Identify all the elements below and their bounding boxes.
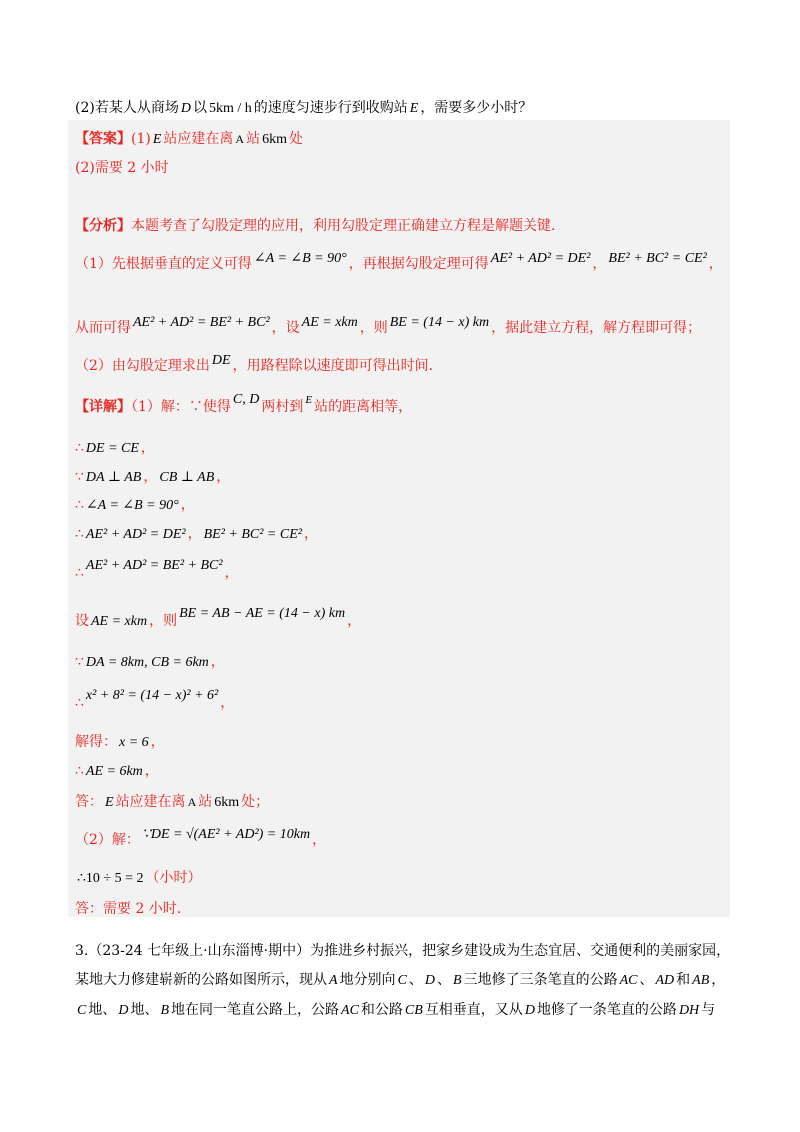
answer-text: 站 <box>246 131 261 147</box>
detail-text: 设 <box>75 613 89 629</box>
q3-text: 和 <box>676 972 691 988</box>
math: C, D <box>232 392 260 407</box>
analysis-text: ， <box>708 256 723 272</box>
answer-text: 站应建在离 <box>163 131 234 147</box>
detail-text: 答： <box>75 794 103 810</box>
detail-text: 两村到 <box>261 399 304 415</box>
q3-text: 、 <box>639 972 654 988</box>
analysis-step-1 <box>75 251 723 275</box>
math: AC <box>619 973 638 988</box>
detail-text: （小时） <box>145 870 202 886</box>
math: C <box>397 973 407 988</box>
math: BE = AB − AE = (14 − x) km <box>179 606 346 621</box>
detail-line-8 <box>75 652 225 673</box>
math: AE = xkm <box>91 614 148 629</box>
analysis-text: ，设 <box>271 320 300 336</box>
detail-line-3 <box>75 467 230 488</box>
math: AE² + AD² = DE² <box>490 251 591 266</box>
detail-text: 解得： <box>75 734 117 750</box>
detail-text: ， <box>144 763 159 779</box>
q3-text: 某地大力修建崭新的公路如图所示，现从 <box>75 972 327 988</box>
math: 6km <box>262 132 287 147</box>
detail-text: ， <box>150 734 165 750</box>
math: AE = xkm <box>301 315 358 330</box>
math: DH <box>678 1003 700 1018</box>
detail-text: ， <box>210 654 225 670</box>
math: ∠A = ∠B = 90° <box>253 251 347 266</box>
q3-text: 与 <box>701 1002 716 1018</box>
analysis-text: ，再根据勾股定理可得 <box>348 256 489 272</box>
analysis-text: （2）由勾股定理求出 <box>75 358 210 374</box>
math: D <box>118 1003 129 1018</box>
q3-text: 、 <box>437 972 452 988</box>
math: D <box>180 101 191 116</box>
q3-text: 、 <box>408 972 423 988</box>
q3-text: ， <box>711 972 726 988</box>
math: x = 6 <box>119 735 149 750</box>
math: D <box>524 1003 535 1018</box>
math: B <box>160 1003 170 1018</box>
math: BE² + BC² = CE² <box>203 527 302 542</box>
q2-text: ，需要多少小时？ <box>420 100 533 116</box>
detail-line-10 <box>75 732 165 753</box>
detail-label: 【详解】 <box>75 399 131 415</box>
detail-text: 站的距离相等， <box>314 399 413 415</box>
detail-text: ， <box>347 613 362 629</box>
detail-text: ， <box>143 469 158 485</box>
detail-text: ∴ <box>75 497 84 513</box>
detail-line-11 <box>75 761 159 782</box>
math: AD <box>655 973 675 988</box>
q3-text: 地修了一条笔直的公路 <box>536 1002 677 1018</box>
q3-text: 地、 <box>88 1002 117 1018</box>
question-3-line-3 <box>75 1000 715 1021</box>
math: DA = 8km, CB = 6km <box>85 655 209 670</box>
detail-text: ∵ <box>75 654 84 670</box>
detail-line-12 <box>75 792 269 813</box>
detail-line-13 <box>75 827 327 851</box>
math: C <box>77 1003 87 1018</box>
math: E <box>409 101 419 116</box>
q3-text: 三地修了三条笔直的公路 <box>463 972 618 988</box>
math: x² + 8² = (14 − x)² + 6² <box>85 688 219 703</box>
math: AB <box>692 973 710 988</box>
math: AE = 6km <box>85 764 143 779</box>
analysis-text: （1）先根据垂直的定义可得 <box>75 256 252 272</box>
q3-text: 地、 <box>130 1002 159 1018</box>
analysis-text: ，据此建立方程，解方程即可得； <box>491 320 702 336</box>
math: A <box>235 132 245 146</box>
analysis-text: 本题考查了勾股定理的应用，利用勾股定理正确建立方程是解题关键. <box>131 218 556 234</box>
detail-text: ∴ <box>75 763 84 779</box>
math: CB ⊥ AB <box>159 470 215 485</box>
analysis-text: ， <box>592 256 607 272</box>
analysis-step-2 <box>75 315 702 339</box>
detail-text: ， <box>220 695 235 711</box>
q2-text: (2)若某人从商场 <box>75 100 179 116</box>
analysis-label: 【分析】 <box>75 218 131 234</box>
detail-text: ， <box>216 469 231 485</box>
math: E <box>152 132 162 147</box>
math: A <box>329 973 338 988</box>
detail-line-9 <box>75 688 235 714</box>
q3-text: 地分别向 <box>339 972 396 988</box>
detail-text: ∴ <box>75 565 84 581</box>
detail-text: ， <box>224 565 239 581</box>
math: AE² + AD² = BE² + BC² <box>85 558 223 573</box>
detail-line-7 <box>75 606 362 632</box>
detail-text: ∵ <box>75 469 84 485</box>
detail-text: ，则 <box>149 613 178 629</box>
detail-line-6 <box>75 558 239 584</box>
detail-line-4 <box>75 495 195 516</box>
detail-text: 处； <box>241 794 270 810</box>
math: ∵DE = √(AE² + AD²) = 10km <box>141 827 311 842</box>
detail-text: ， <box>303 526 318 542</box>
detail-text: ∴ <box>75 695 84 711</box>
question-3-line-1: 3.（23-24 七年级上·山东淄博·期中）为推进乡村振兴，把家乡建设成为生态宜居、交通便利的美丽家园， <box>75 943 731 959</box>
detail-text: 站 <box>198 794 213 810</box>
analysis-text: ，则 <box>359 320 388 336</box>
math: BE² + BC² = CE² <box>608 251 707 266</box>
detail-line-1 <box>75 392 413 418</box>
math: 5km / h <box>208 101 252 116</box>
detail-text: （1）解：∵使得 <box>131 399 231 415</box>
detail-text: ， <box>180 497 195 513</box>
math: DE <box>211 353 231 368</box>
detail-line-2 <box>75 438 155 459</box>
answer-text: (1) <box>131 131 151 147</box>
math: D <box>424 973 436 988</box>
detail-text: ， <box>187 526 202 542</box>
math: DE = CE <box>85 441 139 456</box>
math: AE² + AD² = DE² <box>85 527 186 542</box>
question-3-line-2 <box>75 970 725 991</box>
analysis-text: ，用路程除以速度即可得出时间. <box>232 358 434 374</box>
math: A <box>187 795 197 809</box>
detail-text: ∴ <box>75 440 84 456</box>
math: B <box>453 973 462 988</box>
analysis-line <box>75 216 555 236</box>
detail-text: （2）解： <box>75 832 140 848</box>
math: CB <box>404 1003 423 1018</box>
q3-text: 地在同一笔直公路上，公路 <box>171 1002 340 1018</box>
detail-line-5 <box>75 524 318 545</box>
answer-label: 【答案】 <box>75 131 131 147</box>
answer-line-1 <box>75 129 303 150</box>
q2-text: 以 <box>192 100 207 116</box>
math: AC <box>341 1003 359 1018</box>
analysis-text: 从而可得 <box>75 320 131 336</box>
math: 6km <box>214 795 240 810</box>
detail-text: 站应建在离 <box>115 794 186 810</box>
math: E <box>105 795 114 810</box>
math: AE² + AD² = BE² + BC² <box>133 315 270 330</box>
q2-text: 的速度匀速步行到收购站 <box>253 100 408 116</box>
analysis-step-3 <box>75 353 434 377</box>
math: ∴10 ÷ 5 = 2 <box>77 871 144 886</box>
detail-text: ∴ <box>75 526 84 542</box>
q3-text: 互相垂直，又从 <box>424 1002 523 1018</box>
detail-line-15: 答：需要 2 小时. <box>75 901 182 917</box>
answer-text: 处 <box>288 131 303 147</box>
math: ∠A = ∠B = 90° <box>85 498 179 513</box>
detail-text: ， <box>140 440 155 456</box>
question-2 <box>75 98 532 119</box>
q3-text: 和公路 <box>360 1002 403 1018</box>
detail-line-14 <box>75 868 202 889</box>
detail-text: ， <box>312 832 327 848</box>
math: BE = (14 − x) km <box>389 315 490 330</box>
math: DA ⊥ AB <box>85 470 142 485</box>
answer-line-2: (2)需要 2 小时 <box>75 160 169 176</box>
math: E <box>305 394 313 406</box>
